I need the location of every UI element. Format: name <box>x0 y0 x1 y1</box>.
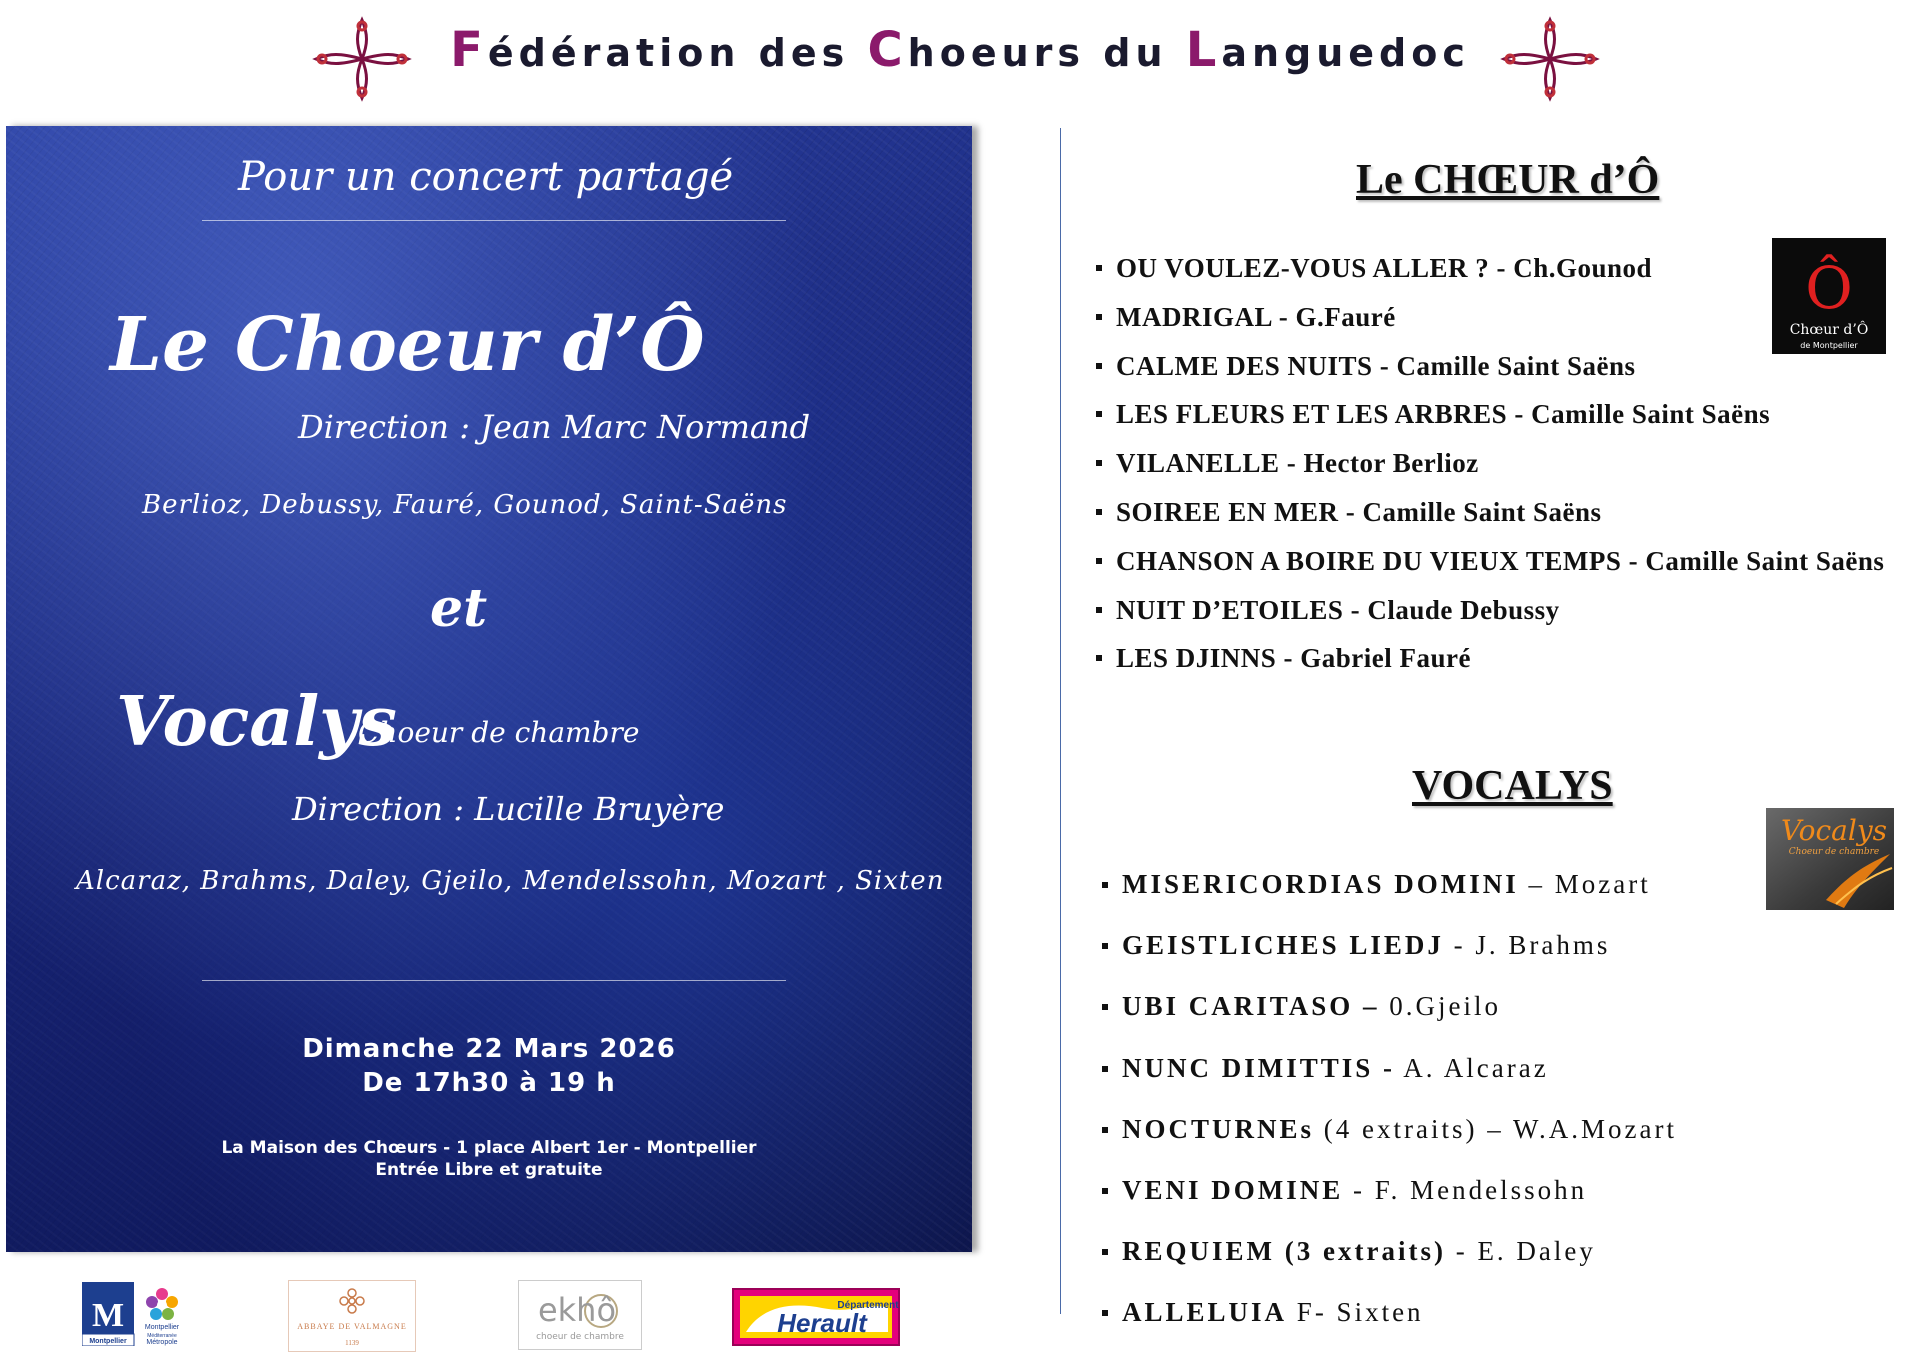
list-item: GEISTLICHES LIEDJ - J. Brahms <box>1102 915 1902 976</box>
concert-poster <box>6 126 972 1252</box>
vocalys-title: VOCALYS <box>1412 763 1613 809</box>
column-divider <box>1060 128 1061 1314</box>
vocalys-program <box>1102 854 1902 1344</box>
poster-rule-top <box>202 220 786 221</box>
list-item: REQUIEM (3 extraits) - E. Daley <box>1102 1221 1902 1282</box>
svg-text:Chœur d’Ô: Chœur d’Ô <box>1789 322 1869 338</box>
svg-text:Choeur de chambre: Choeur de chambre <box>1788 847 1880 857</box>
svg-text:de Montpellier: de Montpellier <box>1800 341 1858 350</box>
poster-choir2-composers: Alcaraz, Brahms, Daley, Gjeilo, Mendelssohn, Mozart , Sixten <box>76 866 945 896</box>
poster-entry: Entrée Libre et gratuite <box>375 1160 603 1180</box>
svg-text:Herault: Herault <box>777 1308 867 1338</box>
choeur-do-title: Le CHŒUR d’Ô <box>1356 157 1660 203</box>
list-item: NOCTURNEs (4 extraits) – W.A.Mozart <box>1102 1099 1902 1160</box>
poster-et: et <box>430 578 488 639</box>
svg-text:Département: Département <box>837 1300 899 1311</box>
poster-choir1-direction: Direction : Jean Marc Normand <box>298 408 811 446</box>
list-item: CALME DES NUITS - Camille Saint Saëns <box>1094 342 1920 391</box>
svg-text:choeur de chambre: choeur de chambre <box>536 1332 624 1342</box>
poster-choir2-subtitle: Choeur de chambre <box>358 716 640 749</box>
svg-text:Métropole: Métropole <box>146 1339 178 1346</box>
federation-title: Fédération des Choeurs du Languedoc <box>450 22 1470 78</box>
list-item: UBI CARITASO – 0.Gjeilo <box>1102 976 1902 1037</box>
montpellier-metropole-logo <box>82 1282 190 1346</box>
poster-rule-bottom <box>202 980 786 981</box>
svg-text:ABBAYE DE VALMAGNE: ABBAYE DE VALMAGNE <box>297 1322 407 1331</box>
svg-text:M: M <box>91 1297 125 1334</box>
list-item: VILANELLE - Hector Berlioz <box>1094 439 1920 488</box>
svg-text:Ô: Ô <box>1805 254 1853 322</box>
list-item: CHANSON A BOIRE DU VIEUX TEMPS - Camille Saint Saëns <box>1094 537 1920 586</box>
poster-headline: Pour un concert partagé <box>238 154 734 200</box>
poster-time: De 17h30 à 19 h <box>362 1068 616 1098</box>
list-item: MISERICORDIAS DOMINI – Mozart <box>1102 854 1902 915</box>
list-item: NUIT D’ETOILES - Claude Debussy <box>1094 586 1920 635</box>
poster-choir1-composers: Berlioz, Debussy, Fauré, Gounod, Saint-Saëns <box>142 490 788 520</box>
ekho-choeur-logo <box>518 1280 642 1350</box>
page-header <box>0 0 1920 120</box>
list-item: LES DJINNS - Gabriel Fauré <box>1094 634 1920 683</box>
svg-text:Montpellier: Montpellier <box>89 1338 127 1345</box>
herault-departement-logo <box>732 1288 900 1346</box>
choeur-do-program <box>1094 244 1920 683</box>
svg-text:Montpellier: Montpellier <box>144 1324 180 1331</box>
svg-text:Vocalys: Vocalys <box>1780 814 1888 847</box>
list-item: OU VOULEZ-VOUS ALLER ? - Ch.Gounod <box>1094 244 1920 293</box>
svg-text:ekhô: ekhô <box>537 1291 617 1329</box>
svg-text:Méditerranée: Méditerranée <box>147 1333 177 1339</box>
poster-date: Dimanche 22 Mars 2026 <box>302 1034 676 1064</box>
poster-venue: La Maison des Chœurs - 1 place Albert 1er - Montpellier <box>221 1138 757 1158</box>
list-item: LES FLEURS ET LES ARBRES - Camille Saint Saëns <box>1094 390 1920 439</box>
poster-choir1-name: Le Choeur d’Ô <box>110 302 705 388</box>
list-item: VENI DOMINE - F. Mendelssohn <box>1102 1160 1902 1221</box>
poster-choir2-name: Vocalys <box>116 682 397 762</box>
list-item: MADRIGAL - G.Fauré <box>1094 293 1920 342</box>
svg-text:1139: 1139 <box>345 1339 359 1347</box>
list-item: ALLELUIA F- Sixten <box>1102 1282 1902 1343</box>
poster-choir2-direction: Direction : Lucille Bruyère <box>292 790 725 828</box>
list-item: SOIREE EN MER - Camille Saint Saëns <box>1094 488 1920 537</box>
list-item: NUNC DIMITTIS - A. Alcaraz <box>1102 1038 1902 1099</box>
abbaye-valmagne-logo <box>288 1280 416 1352</box>
occitan-cross-icon <box>1500 14 1600 104</box>
